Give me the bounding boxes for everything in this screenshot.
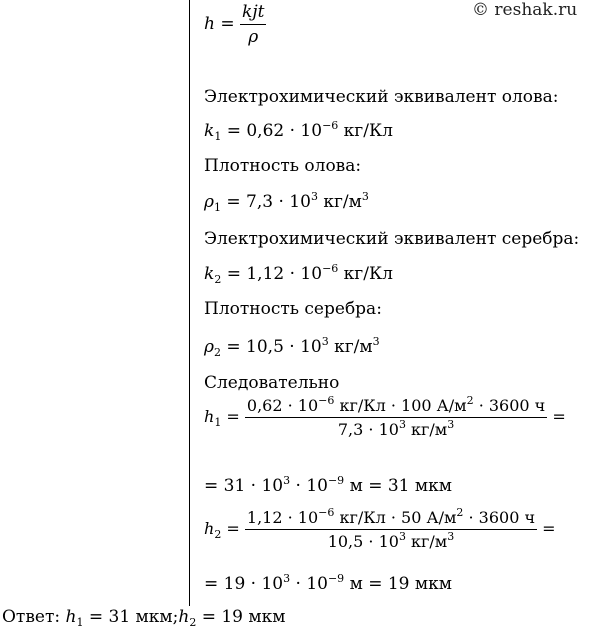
h1-den-b: кг/м xyxy=(405,420,448,439)
k2-exponent: −6 xyxy=(322,262,339,275)
rho2-value: = 10,5 · 10 xyxy=(221,337,322,357)
h1-calculation xyxy=(204,396,566,439)
h1-num-b-exp: 2 xyxy=(466,394,474,407)
h2-result-a: = 19 · 10 xyxy=(204,574,284,594)
h2-result-b: · 10 xyxy=(290,574,328,594)
h1-trailing-equals: = xyxy=(547,407,566,426)
rho1-symbol: ρ xyxy=(204,192,214,212)
h1-num-a: 0,62 · 10 xyxy=(246,396,319,415)
h2-num-a-exp: −6 xyxy=(318,506,335,519)
h1-result-a-exp: 3 xyxy=(283,474,291,487)
h2-numerator xyxy=(245,508,537,529)
h2-fraction xyxy=(245,508,537,551)
h2-result-c: м = 19 мкм xyxy=(344,574,452,594)
rho1-line xyxy=(204,192,369,212)
answer-line xyxy=(2,607,285,627)
h1-result-a: = 31 · 10 xyxy=(204,476,284,496)
h1-result-b-exp: −9 xyxy=(327,474,345,487)
formula-numerator: kjt xyxy=(242,2,265,22)
h2-equals: = xyxy=(221,519,245,538)
k1-line xyxy=(204,121,393,141)
k2-symbol: k xyxy=(204,264,215,284)
answer-h2-value: = 19 мкм xyxy=(196,607,286,627)
rho2-subscript: 2 xyxy=(214,346,221,359)
h2-trailing-equals: = xyxy=(537,519,556,538)
h2-subscript: 2 xyxy=(214,528,222,541)
h1-denominator xyxy=(245,417,547,439)
h2-den-b-exp: 3 xyxy=(447,530,455,543)
formula-lhs: h xyxy=(204,14,215,34)
rho1-exponent: 3 xyxy=(310,190,318,203)
formula-eq: = xyxy=(214,14,241,34)
watermark: © reshak.ru xyxy=(472,0,578,20)
k1-symbol: k xyxy=(204,121,215,141)
answer-h2-subscript: 2 xyxy=(189,616,197,629)
h1-num-b: кг/Кл · 100 А/м xyxy=(334,396,467,415)
tin-equivalent-label: Электрохимический эквивалент олова: xyxy=(204,87,559,107)
k2-line xyxy=(204,264,393,284)
answer-h2-symbol: h xyxy=(178,607,190,627)
h1-result xyxy=(204,476,452,496)
silver-equivalent-label: Электрохимический эквивалент серебра: xyxy=(204,229,580,249)
h2-result-b-exp: −9 xyxy=(327,572,345,585)
rho1-unit: кг/м xyxy=(317,192,362,212)
h1-subscript: 1 xyxy=(214,416,222,429)
k2-value: = 1,12 · 10 xyxy=(221,264,323,284)
k1-value: = 0,62 · 10 xyxy=(221,121,323,141)
answer-h1-subscript: 1 xyxy=(76,616,84,629)
h2-den-a-exp: 3 xyxy=(398,530,406,543)
h1-numerator xyxy=(245,396,547,417)
h1-equals: = xyxy=(221,407,245,426)
h2-num-b: кг/Кл · 50 А/м xyxy=(334,508,457,527)
h1-den-a-exp: 3 xyxy=(398,418,406,431)
k2-subscript: 2 xyxy=(214,273,222,286)
h1-result-c: м = 31 мкм xyxy=(344,476,452,496)
tin-density-label: Плотность олова: xyxy=(204,156,362,176)
h2-calculation xyxy=(204,508,556,551)
rho1-unit-exponent: 3 xyxy=(361,190,369,203)
h2-denominator xyxy=(245,529,537,551)
h1-fraction xyxy=(245,396,547,439)
h1-num-a-exp: −6 xyxy=(318,394,335,407)
h1-symbol: h xyxy=(204,407,215,426)
formula-fraction xyxy=(240,2,266,47)
h2-result-a-exp: 3 xyxy=(283,572,291,585)
h2-num-a: 1,12 · 10 xyxy=(246,508,319,527)
h2-result xyxy=(204,574,452,594)
h2-num-c: · 3600 ч xyxy=(463,508,536,527)
h1-num-c: · 3600 ч xyxy=(473,396,546,415)
h1-den-b-exp: 3 xyxy=(447,418,455,431)
rho1-value: = 7,3 · 10 xyxy=(221,192,311,212)
k2-unit: кг/Кл xyxy=(338,264,393,284)
silver-density-label: Плотность серебра: xyxy=(204,299,382,319)
rho2-exponent: 3 xyxy=(321,335,329,348)
h1-den-a: 7,3 · 10 xyxy=(337,420,399,439)
base-formula xyxy=(204,2,266,47)
h2-num-b-exp: 2 xyxy=(456,506,464,519)
rho2-line xyxy=(204,337,380,357)
rho2-unit: кг/м xyxy=(328,337,373,357)
h2-den-b: кг/м xyxy=(405,532,448,551)
h2-symbol: h xyxy=(204,519,215,538)
h2-den-a: 10,5 · 10 xyxy=(327,532,399,551)
k1-exponent: −6 xyxy=(322,119,339,132)
rho2-unit-exponent: 3 xyxy=(372,335,380,348)
formula-denominator: ρ xyxy=(240,24,266,47)
answer-h1-symbol: h xyxy=(65,607,77,627)
rho1-subscript: 1 xyxy=(214,201,221,214)
margin-vertical-line xyxy=(189,0,190,606)
therefore-label: Следовательно xyxy=(204,373,340,393)
answer-h1-value: = 31 мкм; xyxy=(83,607,179,627)
k1-unit: кг/Кл xyxy=(338,121,393,141)
k1-subscript: 1 xyxy=(214,130,222,143)
answer-label: Ответ: xyxy=(2,607,66,627)
h1-result-b: · 10 xyxy=(290,476,328,496)
rho2-symbol: ρ xyxy=(204,337,214,357)
